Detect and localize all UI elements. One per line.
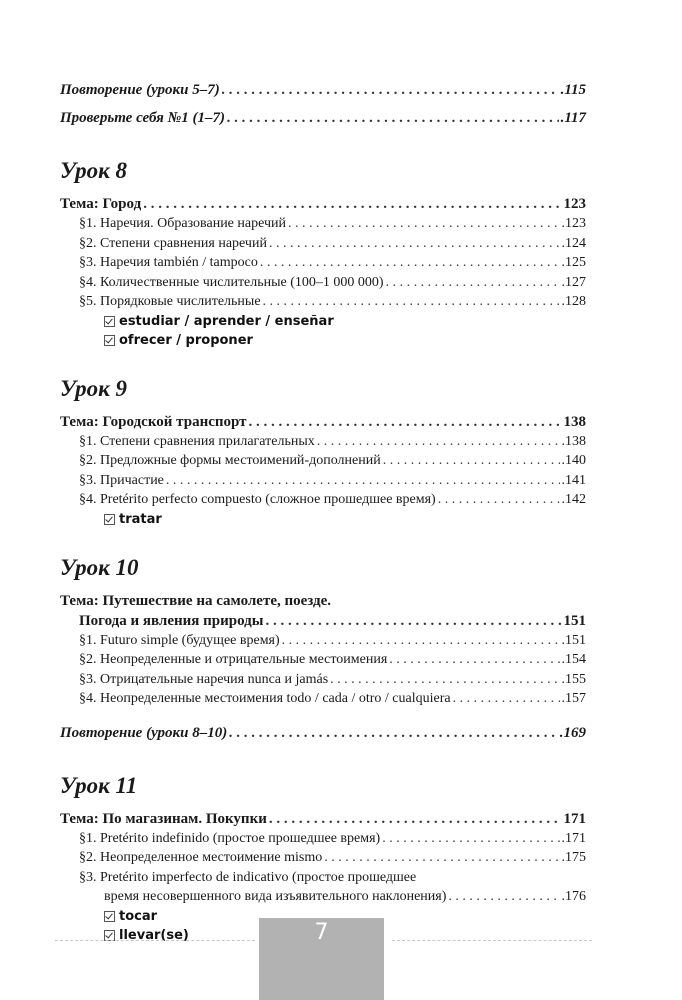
section-entry-line1[interactable] [60,868,586,888]
verb-label: estudiar / aprender / enseñar [119,313,334,329]
section-label: §3. Pretérito imperfecto de indicativo (простое прошедшее [79,869,417,885]
verb-label: ofrecer / proponer [119,332,253,348]
verb-entry [60,510,586,529]
section-label: §3. Наречия también / tampoco [79,255,258,270]
section-entry[interactable] [60,214,586,234]
entry-page: .169 [559,724,586,741]
dot-leader [288,214,560,234]
topic-entry[interactable] [60,194,586,214]
section-entry[interactable] [60,848,586,868]
toc-entry-review-5-7[interactable] [60,76,586,104]
page-number-box [259,918,384,1000]
section-label: §3. Отрицательные наречия nunca и jamás [79,671,329,687]
section-page: .127 [561,274,586,290]
lesson-title: Урок 11 [60,772,138,798]
section-label: §2. Степени сравнения наречий [79,235,267,251]
section-label: §1. Futuro simple (будущее время) [79,632,280,648]
section-label: §3. Причастие [79,472,164,488]
dot-leader [269,809,562,829]
dot-leader [263,292,560,312]
dot-leader [386,273,560,293]
section-label: §2. Предложные формы местоимений-дополнений [79,453,381,468]
footer-divider-left [55,940,255,941]
lesson-title: Урок 10 [60,554,139,580]
section-label-cont: время несовершенного вида изъявительного наклонения) [104,889,447,904]
entry-page: .117 [560,110,586,126]
section-page: .171 [561,830,586,846]
dot-leader [260,253,560,273]
checkbox-icon [104,911,115,922]
checkbox-icon [104,930,115,941]
section-label: §2. Неопределенное местоимение mismo [79,850,323,865]
section-label: §2. Неопределенные и отрицательные местоимения [79,652,388,667]
dot-leader [282,631,560,651]
toc-entry-review-8-10[interactable] [60,719,586,747]
dot-leader [166,471,560,491]
dot-leader [227,104,559,132]
dot-leader [229,719,558,747]
dot-leader [453,689,560,709]
section-page: .123 [561,216,586,231]
section-entry[interactable] [60,253,586,273]
dot-leader [448,887,559,907]
section-entry[interactable] [60,451,586,471]
section-page: .151 [561,632,586,648]
page-number: 7 [314,920,329,945]
section-page: .141 [561,472,586,488]
entry-label: Повторение (уроки 5–7) [60,82,220,98]
section-page: .155 [561,671,586,687]
lesson-title: Урок 9 [60,375,127,401]
section-page: .125 [561,255,586,270]
topic-entry-line2[interactable] [60,611,586,631]
entry-label: Проверьте себя №1 (1–7) [60,110,226,126]
topic-entry-line1[interactable] [60,591,586,611]
dot-leader [389,650,559,670]
dot-leader [382,829,559,849]
section-entry[interactable] [60,490,586,510]
section-label: §5. Порядковые числительные [79,294,261,309]
checkbox-icon [104,514,115,525]
verb-entry [60,331,586,350]
verb-label: llevar(se) [119,927,189,943]
table-of-contents [60,0,586,945]
section-label: §4. Неопределенные местоимения todo / cada / otro / cualquiera [79,691,451,706]
topic-page: 123 [563,196,586,212]
dot-leader [330,670,559,690]
topic-label-cont: Погода и явления природы [79,612,264,629]
section-label: §1. Степени сравнения прилагательных [79,433,315,449]
topic-label: Тема: Городской транспорт [60,413,247,430]
dot-leader [265,611,561,631]
section-page: .142 [561,492,586,507]
section-entry[interactable] [60,432,586,452]
section-entry[interactable] [60,273,586,293]
topic-page: 138 [563,413,586,430]
section-entry[interactable] [60,829,586,849]
section-entry[interactable] [60,292,586,312]
dot-leader [324,848,559,868]
section-entry[interactable] [60,471,586,491]
topic-label: Тема: Город [60,196,142,212]
section-label: §4. Количественные числительные (100–1 000 000) [79,274,384,290]
dot-leader [438,490,560,510]
dot-leader [222,76,559,104]
toc-entry-check-1[interactable] [60,104,586,132]
section-label: §1. Pretérito indefinido (простое прошедшее время) [79,830,381,846]
section-entry[interactable] [60,650,586,670]
section-page: .154 [561,652,586,667]
verb-label: tocar [119,908,158,924]
section-page: .157 [561,691,586,706]
checkbox-icon [104,335,115,346]
footer-divider-right [392,940,592,941]
section-entry[interactable] [60,670,586,690]
topic-label: Тема: Путешествие на самолете, поезде. [60,592,332,609]
section-page: .140 [561,453,586,468]
section-entry-line2[interactable] [60,887,586,907]
topic-page: 151 [563,612,586,629]
section-entry[interactable] [60,234,586,254]
entry-label: Повторение (уроки 8–10) [60,724,228,741]
entry-page: .115 [560,82,586,98]
dot-leader [269,234,560,254]
topic-page: 171 [563,810,586,827]
checkbox-icon [104,316,115,327]
section-page: .176 [561,889,586,904]
topic-entry[interactable] [60,412,586,432]
section-page: .175 [561,850,586,865]
dot-leader [383,451,560,471]
dot-leader [249,412,562,432]
topic-entry[interactable] [60,809,586,829]
section-entry[interactable] [60,631,586,651]
dot-leader [317,432,560,452]
topic-label: Тема: По магазинам. Покупки [60,810,267,827]
dot-leader [143,194,561,214]
verb-label: tratar [119,511,162,527]
verb-entry [60,312,586,331]
section-label: §4. Pretérito perfecto compuesto (сложное прошедшее время) [79,492,436,507]
section-page: .124 [561,235,586,251]
lesson-title: Урок 8 [60,158,127,183]
section-page: .128 [561,294,586,309]
section-entry[interactable] [60,689,586,709]
section-page: .138 [561,433,586,449]
section-label: §1. Наречия. Образование наречий [79,216,286,231]
